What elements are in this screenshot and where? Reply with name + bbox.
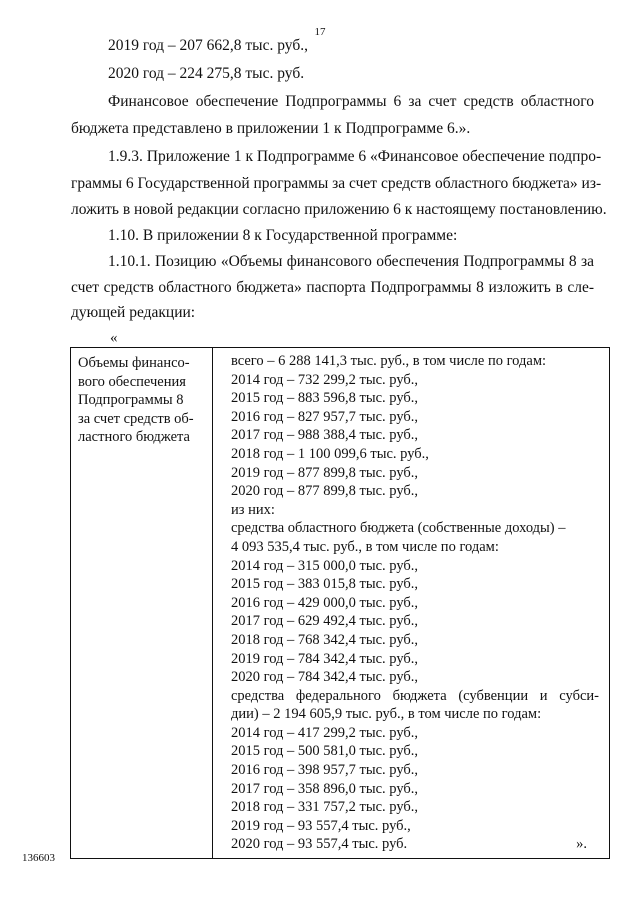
page-number: 17 bbox=[314, 26, 326, 38]
paragraph-line: 1.10. В приложении 8 к Государственной программе: bbox=[108, 227, 458, 244]
value-line-last bbox=[231, 835, 599, 854]
label-line: Объемы финансо- bbox=[78, 355, 190, 371]
quote-open: « bbox=[110, 330, 118, 346]
paragraph-line: дующей редакции: bbox=[71, 304, 196, 321]
value-line: 4 093 535,4 тыс. руб., в том числе по годам: bbox=[231, 538, 499, 555]
value-line: из них: bbox=[231, 501, 275, 518]
value-line: 2014 год – 417 299,2 тыс. руб., bbox=[231, 724, 419, 741]
value-line: средства областного бюджета (собственные доходы) – bbox=[231, 520, 566, 537]
paragraph-line: 1.10.1. Позицию «Объемы финансового обеспечения Подпрограммы 8 за bbox=[108, 253, 594, 270]
table-cell-label bbox=[71, 348, 213, 859]
table-cell-values bbox=[213, 348, 610, 859]
paragraph-line: счет средств областного бюджета» паспорта Подпрограммы 8 изложить в сле- bbox=[71, 279, 594, 296]
value-line: 2015 год – 883 596,8 тыс. руб., bbox=[231, 390, 419, 407]
value-line: 2014 год – 732 299,2 тыс. руб., bbox=[231, 371, 419, 388]
value-line: 2019 год – 877 899,8 тыс. руб., bbox=[231, 464, 419, 481]
table-row bbox=[71, 348, 610, 859]
value-line: 2019 год – 784 342,4 тыс. руб., bbox=[231, 650, 419, 667]
value-line: 2015 год – 500 581,0 тыс. руб., bbox=[231, 743, 419, 760]
label-line: за счет средств об- bbox=[78, 410, 194, 427]
label-line: ластного бюджета bbox=[78, 429, 190, 446]
value-line: 2016 год – 429 000,0 тыс. руб., bbox=[231, 594, 419, 611]
footer-code: 136603 bbox=[22, 852, 55, 864]
value-line: 2017 год – 629 492,4 тыс. руб., bbox=[231, 613, 419, 630]
financing-table bbox=[70, 347, 610, 859]
paragraph-line: ложить в новой редакции согласно приложению 6 к настоящему постановлению. bbox=[71, 201, 607, 218]
paragraph-line: Финансовое обеспечение Подпрограммы 6 за счет средств областного bbox=[108, 93, 594, 110]
value-line: 2019 год – 93 557,4 тыс. руб., bbox=[231, 817, 411, 834]
value-line: 2014 год – 315 000,0 тыс. руб., bbox=[231, 557, 419, 574]
value-line: 2018 год – 331 757,2 тыс. руб., bbox=[231, 799, 419, 816]
value-text: 2020 год – 93 557,4 тыс. руб. bbox=[231, 836, 408, 853]
paragraph-line: бюджета представлено в приложении 1 к Подпрограмме 6.». bbox=[71, 120, 471, 137]
value-line: всего – 6 288 141,3 тыс. руб., в том числе по годам: bbox=[231, 353, 547, 369]
paragraph-line: 2019 год – 207 662,8 тыс. руб., bbox=[108, 37, 308, 54]
value-line: 2018 год – 1 100 099,6 тыс. руб., bbox=[231, 445, 429, 462]
value-line: средства федерального бюджета (субвенции и субси- bbox=[231, 687, 599, 704]
value-line: 2016 год – 398 957,7 тыс. руб., bbox=[231, 762, 419, 779]
value-line: дии) – 2 194 605,9 тыс. руб., в том числе по годам: bbox=[231, 706, 542, 723]
label-line: Подпрограммы 8 bbox=[78, 392, 184, 409]
value-line: 2018 год – 768 342,4 тыс. руб., bbox=[231, 631, 419, 648]
value-line: 2020 год – 784 342,4 тыс. руб., bbox=[231, 669, 419, 686]
paragraph-line: 2020 год – 224 275,8 тыс. руб. bbox=[108, 65, 305, 82]
value-line: 2017 год – 988 388,4 тыс. руб., bbox=[231, 427, 419, 444]
value-line: 2020 год – 877 899,8 тыс. руб., bbox=[231, 483, 419, 500]
paragraph-line: 1.9.3. Приложение 1 к Подпрограмме 6 «Финансовое обеспечение подпро- bbox=[108, 148, 602, 165]
paragraph-line: граммы 6 Государственной программы за счет средств областного бюджета» из- bbox=[71, 175, 602, 192]
value-line: 2016 год – 827 957,7 тыс. руб., bbox=[231, 408, 419, 425]
label-line: вого обеспечения bbox=[78, 373, 186, 390]
value-line: 2017 год – 358 896,0 тыс. руб., bbox=[231, 780, 419, 797]
quote-close: ». bbox=[576, 836, 587, 853]
value-line: 2015 год – 383 015,8 тыс. руб., bbox=[231, 576, 419, 593]
